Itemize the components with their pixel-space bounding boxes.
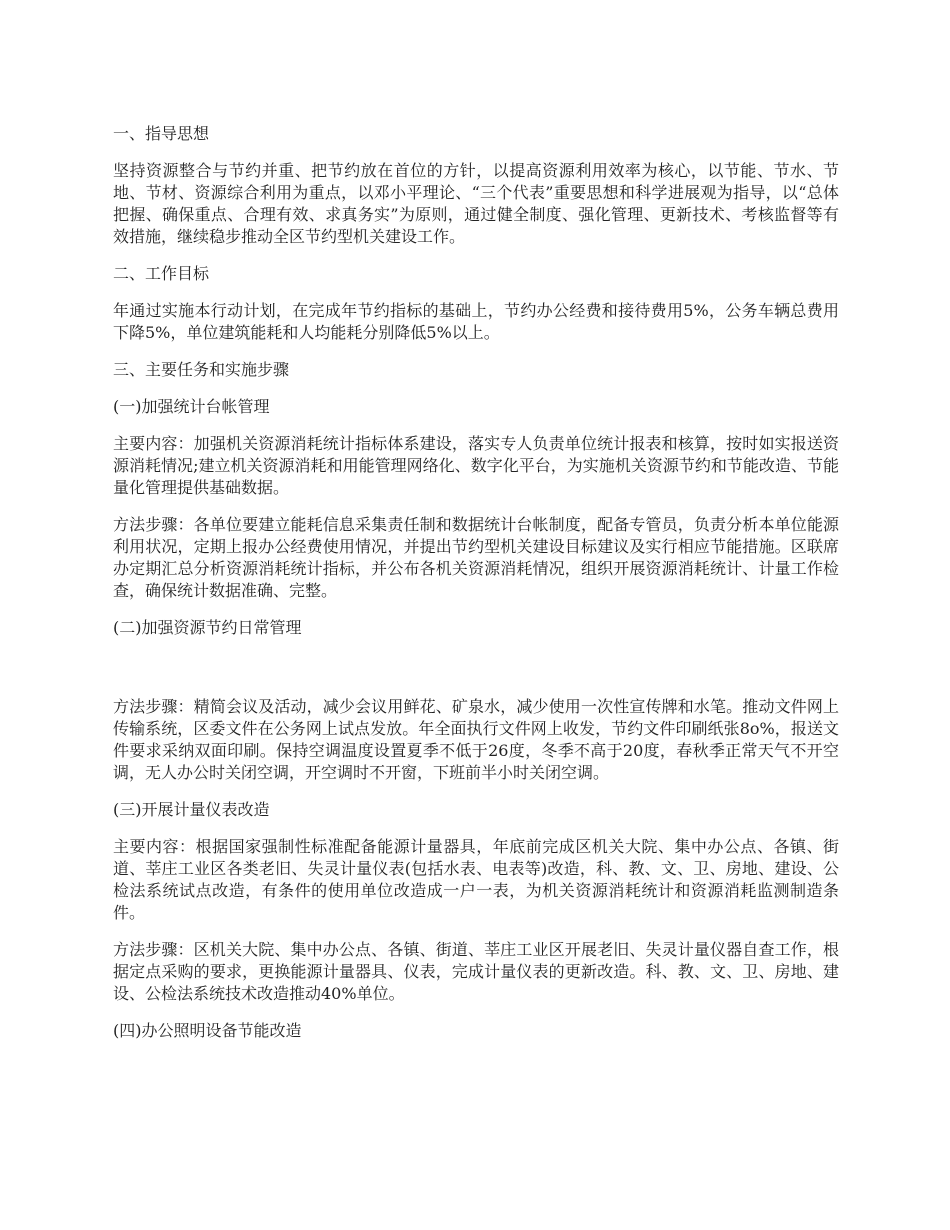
meter-upgrade-content-paragraph: 主要内容：根据国家强制性标准配备能源计量器具，年底前完成区机关大院、集中办公点、各镇、街道、莘庄工业区各类老旧、失灵计量仪表(包括水表、电表等)改造，科、教、文、卫、房地、建设、公检法系统试点改造，有条件的使用单位改造成一户一表，为机关资源消耗统计和资源消耗监测制造条件。 (113, 837, 839, 922)
section-heading-main-tasks: 三、主要任务和实施步骤 (113, 360, 290, 379)
meter-upgrade-steps-paragraph: 方法步骤：区机关大院、集中办公点、各镇、街道、莘庄工业区开展老旧、失灵计量仪器自查工作，根据定点采购的要求，更换能源计量器具、仪表，完成计量仪表的更新改造。科、教、文、卫、房地、建设、公检法系统技术改造推动40%单位。 (113, 940, 839, 1003)
subsection-heading-lighting-retrofit: (四)办公照明设备节能改造 (113, 1021, 302, 1040)
document-body (113, 123, 839, 1057)
statistics-ledger-steps-paragraph: 方法步骤：各单位要建立能耗信息采集责任制和数据统计台帐制度，配备专管员，负责分析本单位能源利用状况，定期上报办公经费使用情况，并提出节约型机关建设目标建议及实行相应节能措施。区联席办定期汇总分析资源消耗统计指标，并公布各机关资源消耗情况，组织开展资源消耗统计、计量工作检查，确保统计数据准确、完整。 (113, 515, 839, 600)
guiding-ideology-paragraph: 坚持资源整合与节约并重、把节约放在首位的方针，以提高资源利用效率为核心，以节能、节水、节地、节材、资源综合利用为重点，以邓小平理论、“三个代表”重要思想和科学进展观为指导，以“总体把握、确保重点、合理有效、求真务实”为原则，通过健全制度、强化管理、更新技术、考核监督等有效措施，继续稳步推动全区节约型机关建设工作。 (113, 161, 839, 246)
section-heading-work-goals: 二、工作目标 (113, 264, 210, 283)
blank-gap (113, 654, 839, 696)
subsection-heading-daily-management: (二)加强资源节约日常管理 (113, 618, 302, 637)
subsection-heading-statistics-ledger: (一)加强统计台帐管理 (113, 397, 270, 416)
section-heading-guiding-ideology: 一、指导思想 (113, 124, 210, 143)
subsection-heading-meter-upgrade: (三)开展计量仪表改造 (113, 800, 270, 819)
statistics-ledger-content-paragraph: 主要内容：加强机关资源消耗统计指标体系建设，落实专人负责单位统计报表和核算，按时如实报送资源消耗情况;建立机关资源消耗和用能管理网络化、数字化平台，为实施机关资源节约和节能改造、节能量化管理提供基础数据。 (113, 434, 839, 497)
daily-management-steps-paragraph: 方法步骤：精简会议及活动，减少会议用鲜花、矿泉水，减少使用一次性宣传牌和水笔。推动文件网上传输系统，区委文件在公务网上试点发放。年全面执行文件网上收发，节约文件印刷纸张8o%，报送文件要求采纳双面印刷。保持空调温度设置夏季不低于26度，冬季不高于20度，春秋季正常天气不开空调，无人办公时关闭空调，开空调时不开窗，下班前半小时关闭空调。 (113, 697, 839, 782)
work-goals-paragraph: 年通过实施本行动计划，在完成年节约指标的基础上，节约办公经费和接待费用5%，公务车辆总费用下降5%，单位建筑能耗和人均能耗分别降低5%以上。 (113, 301, 839, 342)
